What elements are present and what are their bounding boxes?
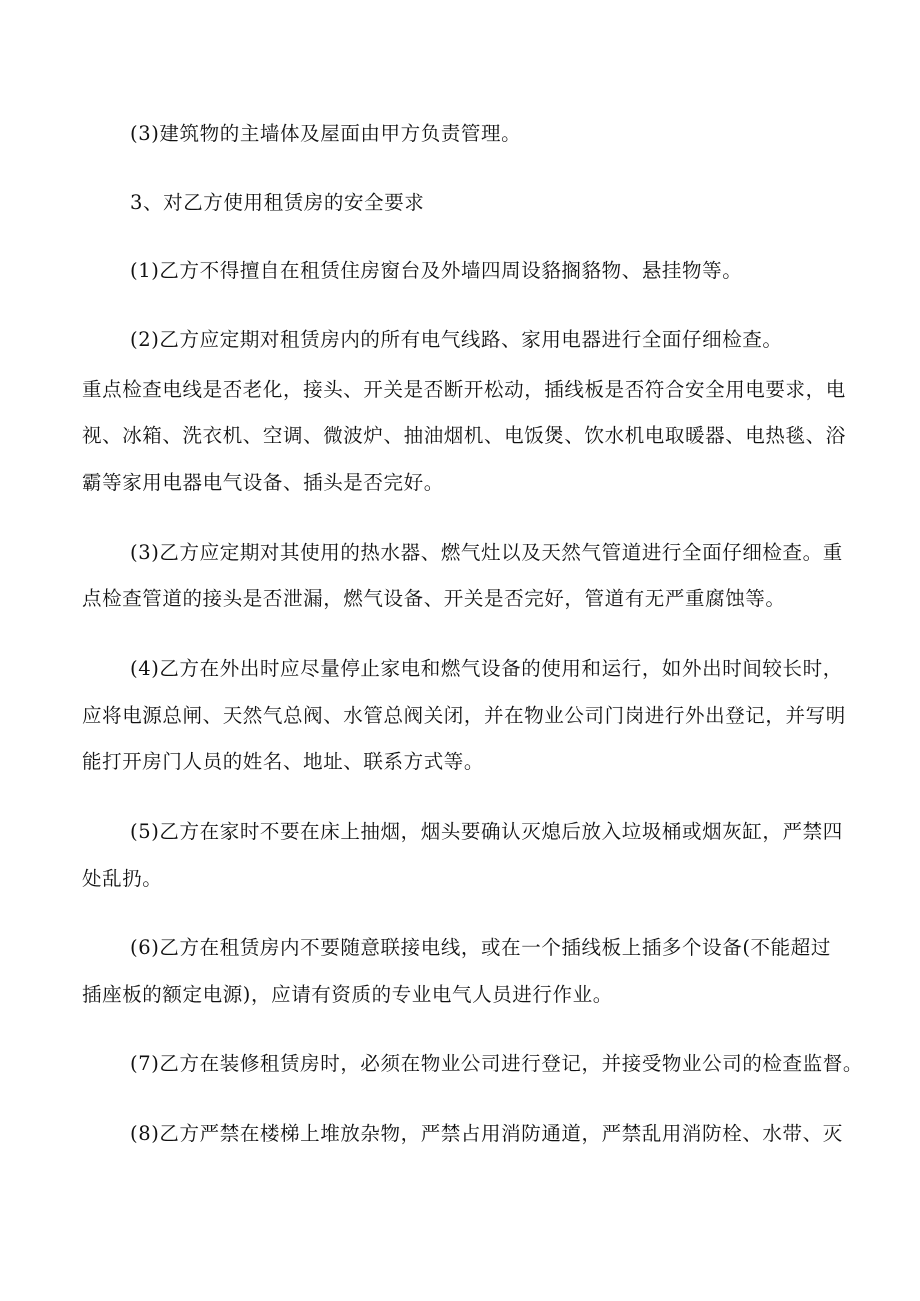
item-2-line: 霸等家用电器电气设备、插头是否完好。 — [82, 471, 444, 494]
item-5-line: 处乱扔。 — [82, 867, 163, 890]
item-2-line: 重点检查电线是否老化，接头、开关是否断开松动，插线板是否符合安全用电要求，电 — [82, 378, 846, 401]
item-4-line: 应将电源总闸、天然气总阀、水管总阀关闭，并在物业公司门岗进行外出登记，并写明 — [82, 704, 846, 727]
item-2-line: (2)乙方应定期对租赁房内的所有电气线路、家用电器进行全面仔细检查。 — [130, 328, 783, 351]
item-1-line: (1)乙方不得擅自在租赁住房窗台及外墙四周设貉搁貉物、悬挂物等。 — [130, 259, 743, 282]
item-4-line: (4)乙方在外出时应尽量停止家电和燃气设备的使用和运行，如外出时间较长时， — [130, 657, 843, 680]
item-3-line: 点检查管道的接头是否泄漏，燃气设备、开关是否完好，管道有无严重腐蚀等。 — [82, 587, 786, 610]
item-6-line: 插座板的额定电源)，应请有资质的专业电气人员进行作业。 — [82, 983, 613, 1006]
item-3-line: (3)乙方应定期对其使用的热水器、燃气灶以及天然气管道进行全面仔细检查。重 — [130, 541, 843, 564]
paragraph-building-management: (3)建筑物的主墙体及屋面由甲方负责管理。 — [130, 122, 522, 145]
item-6-line: (6)乙方在租赁房内不要随意联接电线，或在一个插线板上插多个设备(不能超过 — [130, 936, 831, 959]
section-heading: 3、对乙方使用租赁房的安全要求 — [130, 191, 425, 214]
item-7-line: (7)乙方在装修租赁房时，必须在物业公司进行登记，并接受物业公司的检查监督。 — [130, 1052, 863, 1075]
item-8-line: (8)乙方严禁在楼梯上堆放杂物，严禁占用消防通道，严禁乱用消防栓、水带、灭 — [130, 1122, 843, 1145]
item-2-line: 视、冰箱、洗衣机、空调、微波炉、抽油烟机、电饭煲、饮水机电取暖器、电热毯、浴 — [82, 424, 846, 447]
item-4-line: 能打开房门人员的姓名、地址、联系方式等。 — [82, 750, 485, 773]
item-5-line: (5)乙方在家时不要在床上抽烟，烟头要确认灭熄后放入垃圾桶或烟灰缸，严禁四 — [130, 820, 843, 843]
